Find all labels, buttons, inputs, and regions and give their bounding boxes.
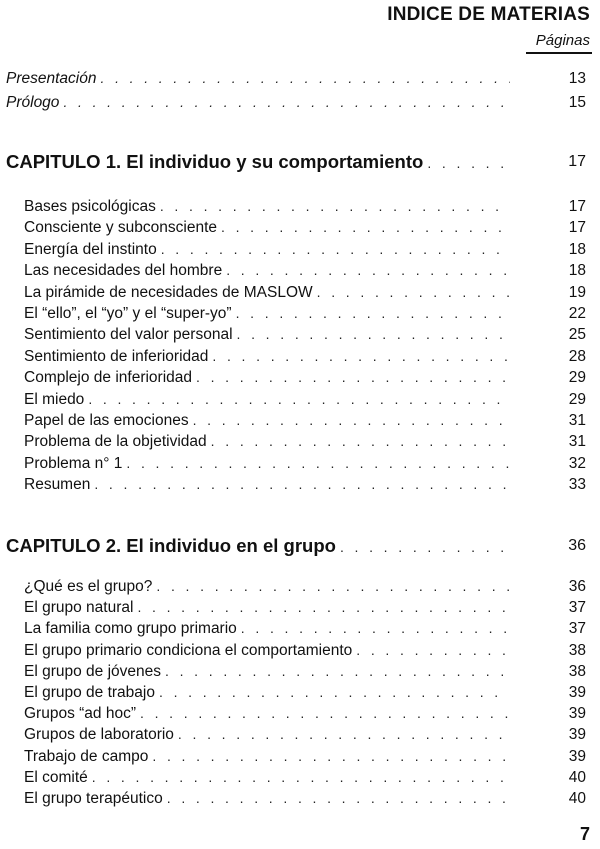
toc-entry-label: La familia como grupo primario	[24, 620, 237, 638]
toc-entry-label: Resumen	[24, 476, 91, 494]
leader-dots	[241, 618, 510, 639]
leader-dots	[196, 367, 510, 388]
toc-entry[interactable]	[24, 661, 516, 682]
toc-entry[interactable]	[24, 239, 516, 260]
leader-dots	[159, 682, 510, 703]
leader-dots	[340, 534, 510, 560]
leader-dots	[161, 239, 510, 260]
toc-entry[interactable]	[24, 682, 516, 703]
toc-entry[interactable]	[24, 217, 516, 238]
toc-entry-label: Grupos de laboratorio	[24, 726, 174, 744]
toc-entry-label: Las necesidades del hombre	[24, 262, 223, 280]
toc-chapter-2[interactable]	[6, 533, 516, 559]
toc-entry-page: 36	[568, 578, 586, 595]
page-title: INDICE DE MATERIAS	[387, 4, 590, 25]
leader-dots	[88, 389, 510, 410]
toc-entry[interactable]	[24, 767, 516, 788]
toc-entry-label: El grupo terapéutico	[24, 790, 163, 807]
toc-entry-label: Papel de las emociones	[24, 412, 189, 429]
leader-dots	[94, 474, 510, 495]
chapter-page: 36	[568, 537, 586, 554]
toc-entry-page: 29	[568, 369, 586, 387]
leader-dots	[211, 431, 510, 452]
toc-entry[interactable]	[24, 788, 516, 809]
leader-dots	[193, 410, 510, 431]
leader-dots	[160, 196, 510, 217]
toc-entry-label: Presentación	[6, 70, 97, 87]
toc-entry-label: Consciente y subconsciente	[24, 219, 218, 237]
toc-entry-label: El comité	[24, 768, 88, 786]
toc-entry-page: 37	[568, 620, 586, 638]
toc-entry[interactable]	[24, 260, 516, 281]
toc-entry-label: ¿Qué es el grupo?	[24, 578, 153, 595]
toc-entry-page: 39	[568, 747, 586, 765]
toc-entry-label: El grupo primario condiciona el comportamiento	[24, 641, 353, 659]
leader-dots	[167, 788, 510, 809]
chapter-page: 17	[568, 153, 586, 170]
leader-dots	[226, 260, 510, 281]
toc-entry-page: 32	[568, 454, 586, 472]
toc-entry[interactable]	[24, 346, 516, 367]
toc-entry-page: 40	[568, 768, 586, 786]
toc-entry[interactable]	[24, 410, 516, 431]
toc-entry-presentacion[interactable]	[6, 68, 516, 89]
toc-entry[interactable]	[24, 746, 516, 767]
leader-dots	[237, 324, 510, 345]
leader-dots	[156, 576, 510, 597]
leader-dots	[152, 746, 510, 767]
toc-entry[interactable]	[24, 597, 516, 618]
toc-entry-label: Sentimiento de inferioridad	[24, 347, 209, 365]
leader-dots	[178, 724, 510, 745]
toc-entry-label: El miedo	[24, 390, 85, 408]
toc-entry-page: 39	[568, 684, 586, 701]
pages-column-header: Páginas	[535, 32, 590, 49]
toc-entry-page: 38	[568, 641, 586, 659]
toc-entry-page: 33	[568, 476, 586, 494]
toc-entry-prologo[interactable]	[6, 92, 516, 113]
leader-dots	[317, 282, 510, 303]
toc-entry-page: 37	[568, 599, 586, 617]
toc-entry-label: Energía del instinto	[24, 240, 157, 258]
toc-entry-page: 17	[568, 198, 586, 215]
toc-entry-page: 40	[568, 790, 586, 807]
toc-entry-label: El grupo natural	[24, 599, 134, 617]
toc-entry-page: 29	[568, 390, 586, 408]
page-number: 7	[579, 824, 590, 844]
leader-dots	[212, 346, 510, 367]
leader-dots	[221, 217, 510, 238]
toc-entry[interactable]	[24, 389, 516, 410]
leader-dots	[165, 661, 510, 682]
toc-entry-label: Grupos “ad hoc”	[24, 705, 136, 723]
toc-entry-page: 31	[568, 433, 586, 451]
leader-dots	[63, 92, 510, 113]
chapter-title: CAPITULO 2. El individuo en el grupo	[6, 535, 336, 556]
chapter-title: CAPITULO 1. El individuo y su comportamiento	[6, 151, 424, 172]
toc-entry-page: 15	[568, 94, 586, 111]
toc-entry-label: La pirámide de necesidades de MASLOW	[24, 283, 313, 301]
leader-dots	[137, 597, 510, 618]
toc-entry-label: Sentimiento del valor personal	[24, 326, 233, 344]
toc-entry-label: Trabajo de campo	[24, 747, 149, 765]
toc-entry-page: 13	[568, 70, 586, 87]
toc-entry-label: El grupo de jóvenes	[24, 662, 162, 680]
toc-entry[interactable]	[24, 576, 516, 597]
toc-entry-page: 18	[568, 240, 586, 258]
toc-entry[interactable]	[24, 367, 516, 388]
toc-entry-page: 39	[568, 726, 586, 744]
leader-dots	[356, 640, 510, 661]
toc-entry[interactable]	[24, 640, 516, 661]
toc-entry[interactable]	[24, 724, 516, 745]
toc-entry-page: 19	[568, 283, 586, 301]
header-underline	[526, 52, 592, 54]
leader-dots	[126, 453, 510, 474]
leader-dots	[100, 68, 510, 89]
toc-entry[interactable]	[24, 431, 516, 452]
toc-entry[interactable]	[24, 303, 516, 324]
toc-entry-page: 28	[568, 347, 586, 365]
leader-dots	[236, 303, 510, 324]
toc-entry-page: 18	[568, 262, 586, 280]
toc-entry-page: 25	[568, 326, 586, 344]
leader-dots	[92, 767, 510, 788]
toc-entry[interactable]	[24, 474, 516, 495]
toc-entry-page: 22	[568, 305, 586, 322]
toc-entry[interactable]	[24, 196, 516, 217]
toc-entry-label: Problema n° 1	[24, 454, 123, 472]
toc-chapter-1[interactable]	[6, 149, 516, 175]
leader-dots	[427, 150, 510, 176]
toc-entry-page: 17	[568, 219, 586, 237]
leader-dots	[140, 703, 510, 724]
toc-entry[interactable]	[24, 618, 516, 639]
toc-entry[interactable]	[24, 282, 516, 303]
toc-entry-page: 31	[568, 412, 586, 429]
toc-entry-page: 39	[568, 705, 586, 723]
toc-entry[interactable]	[24, 703, 516, 724]
toc-entry-label: Prólogo	[6, 94, 60, 111]
toc-entry-label: Bases psicológicas	[24, 198, 156, 215]
toc-entry[interactable]	[24, 453, 516, 474]
toc-entry-page: 38	[568, 662, 586, 680]
toc-entry-label: Problema de la objetividad	[24, 433, 207, 451]
toc-entry[interactable]	[24, 324, 516, 345]
toc-entry-label: El “ello”, el “yo” y el “super-yo”	[24, 305, 232, 322]
toc-entry-label: El grupo de trabajo	[24, 684, 155, 701]
toc-entry-label: Complejo de inferioridad	[24, 369, 193, 387]
